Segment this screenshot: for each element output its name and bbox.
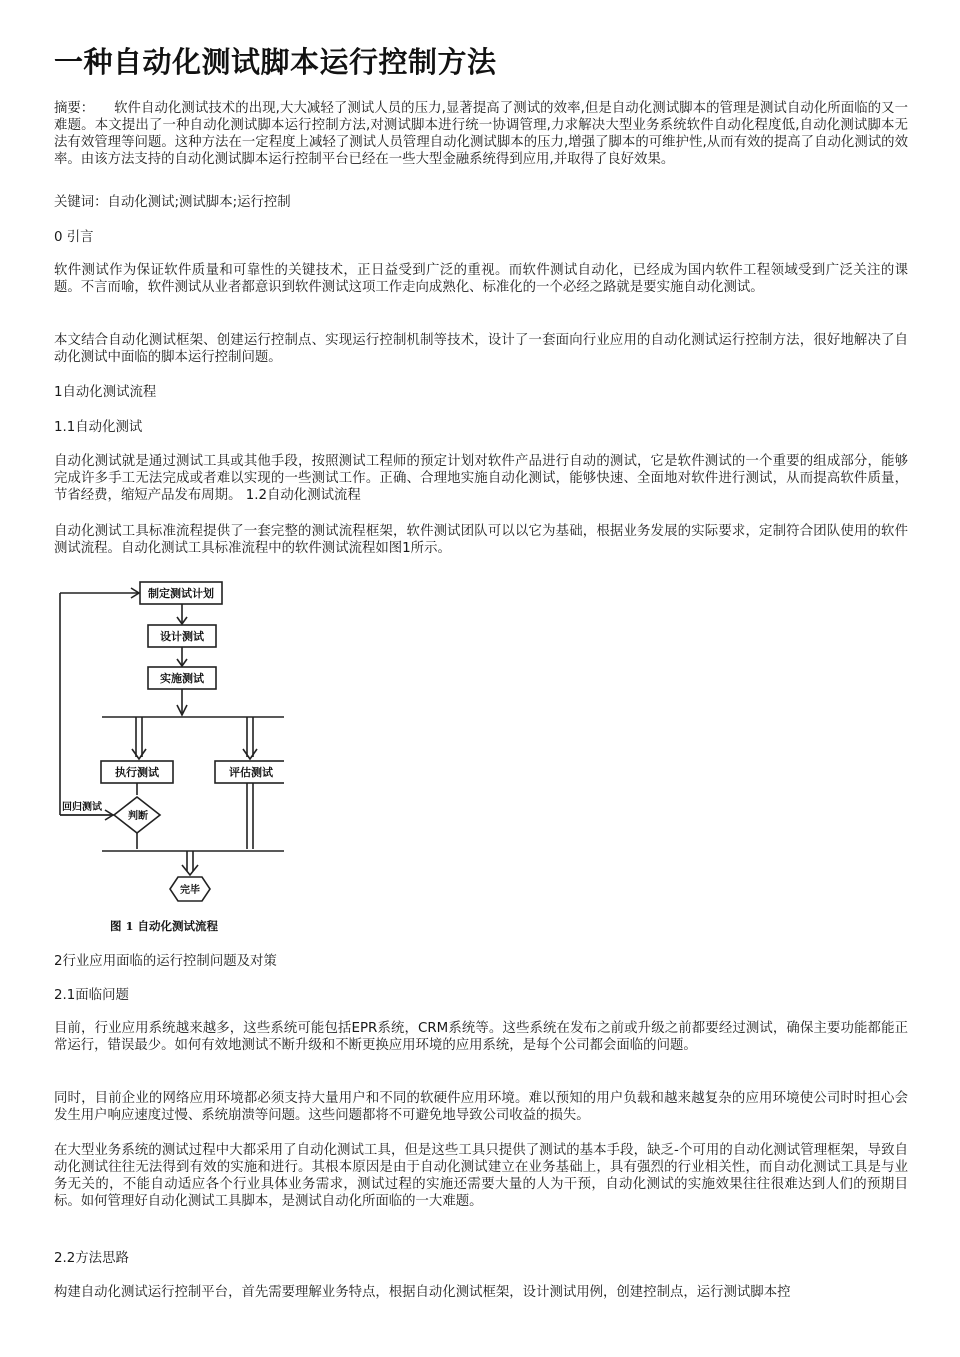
section-heading-2-2: 2.2方法思路 <box>54 1251 129 1266</box>
paragraph-2-2: 构建自动化测试运行控制平台，首先需要理解业务特点，根据自动化测试框架，设计测试用例，创建控制点，运行测试脚本控 <box>54 1285 791 1300</box>
label-regress: 回归测试 <box>62 802 102 813</box>
paragraph-2-1a: 目前，行业应用系统越来越多，这些系统可能包括EPR系统，CRM系统等。这些系统在发布之前或升级之前都要经过测试，确保主要功能都能正常运行，错误最少。如何有效地测试不断升级和不断更换应用环境的应用系统，是每个公司都会面临的问题。 <box>54 1021 908 1053</box>
label-done: 完毕 <box>180 885 200 896</box>
section-heading-2-1: 2.1面临问题 <box>54 988 129 1003</box>
label-design: 设计测试 <box>160 630 204 643</box>
page-title: 一种自动化测试脚本运行控制方法 <box>54 45 497 79</box>
label-evaluate: 评估测试 <box>229 766 273 779</box>
section-heading-2: 2行业应用面临的运行控制问题及对策 <box>54 954 277 969</box>
flowchart-svg <box>54 573 284 938</box>
paragraph-2-1c: 在大型业务系统的测试过程中大都采用了自动化测试工具，但是这些工具只提供了测试的基本手段，缺乏-个可用的自动化测试管理框架，导致自动化测试往往无法得到有效的实施和进行。其根本原因是由于自动化测试建立在业务基础上，具有强烈的行业相关性，而自动化测试工具是与业务无关的，不能自动适应各个行业具体业务需求，测试过程的实施还需要大量的人为干预，自动化测试的实施效果往往很难达到人们的预期目标。如何管理好自动化测试工具脚本，是测试自动化所面临的一大难题。 <box>54 1143 908 1209</box>
section-heading-1: 1自动化测试流程 <box>54 385 157 400</box>
label-implement: 实施测试 <box>160 672 204 685</box>
section-heading-1-1: 1.1自动化测试 <box>54 420 143 435</box>
keywords: 关键词：自动化测试;测试脚本;运行控制 <box>54 195 291 210</box>
paragraph-intro-1: 软件测试作为保证软件质量和可靠性的关键技术，正日益受到广泛的重视。而软件测试自动化，已经成为国内软件工程领域受到广泛关注的课题。不言而喻，软件测试从业者都意识到软件测试这项工作走向成熟化、标准化的一个必经之路就是要实施自动化测试。 <box>54 263 908 295</box>
abstract-text: 软件自动化测试技术的出现,大大减轻了测试人员的压力,显著提高了测试的效率,但是自动化测试脚本的管理是测试自动化所面临的又一难题。本文提出了一种自动化测试脚本运行控制方法,对测试脚本进行统一协调管理,力求解决大型业务系统软件自动化程度低,自动化测试脚本无法有效管理等问题。这种方法在一定程度上减轻了测试人员管理自动化测试脚本的压力,增强了脚本的可维护性,从而有效的提高了自动化测试的效率。由该方法支持的自动化测试脚本运行控制平台已经在一些大型金融系统得到应用,并取得了良好效果。 <box>54 101 908 167</box>
label-judge: 判断 <box>128 811 148 822</box>
abstract-paragraph <box>54 100 908 168</box>
paragraph-intro-2: 本文结合自动化测试框架、创建运行控制点、实现运行控制机制等技术，设计了一套面向行业应用的自动化测试运行控制方法，很好地解决了自动化测试中面临的脚本运行控制问题。 <box>54 333 908 365</box>
paragraph-2-1b: 同时，目前企业的网络应用环境都必须支持大量用户和不同的软硬件应用环境。难以预知的用户负载和越来越复杂的应用环境使公司时时担心会发生用户响应速度过慢、系统崩溃等问题。这些问题都将不可避免地导致公司收益的损失。 <box>54 1091 908 1123</box>
figure-caption: 图 1 自动化测试流程 <box>110 919 219 933</box>
abstract-label: 摘要： <box>54 101 95 116</box>
section-heading-intro: 0 引言 <box>54 230 94 245</box>
flowchart-figure <box>54 573 284 938</box>
paragraph-1-1: 自动化测试就是通过测试工具或其他手段，按照测试工程师的预定计划对软件产品进行自动的测试，它是软件测试的一个重要的组成部分，能够完成许多手工无法完成或者难以实现的一些测试工作。正确、合理地实施自动化测试，能够快速、全面地对软件进行测试，从而提高软件质量，节省经费，缩短产品发布周期。 1.2自动化测试流程 <box>54 454 908 503</box>
label-execute: 执行测试 <box>115 766 159 779</box>
label-plan: 制定测试计划 <box>148 587 214 600</box>
paragraph-1-2: 自动化测试工具标准流程提供了一套完整的测试流程框架，软件测试团队可以以它为基础，根据业务发展的实际要求，定制符合团队使用的软件测试流程。自动化测试工具标准流程中的软件测试流程如图1所示。 <box>54 524 908 556</box>
